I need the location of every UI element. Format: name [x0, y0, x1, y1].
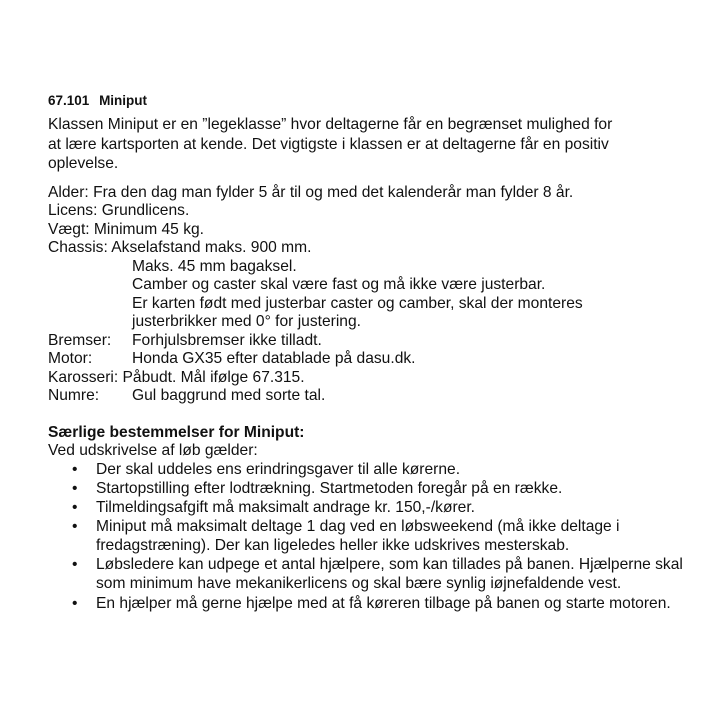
list-item-text: Løbsledere kan udpege et antal hjælpere, som kan tillades på banen. Hjælperne skal som minimum have mekanikerlicens og skal bære synlig iøjnefaldende vest. [96, 556, 683, 593]
spec-chassis: Chassis: Akselafstand maks. 900 mm. [48, 239, 312, 256]
list-item [48, 499, 698, 518]
list-item [48, 556, 698, 594]
section-number: 67.101 [48, 93, 90, 108]
spec-licens: Licens: Grundlicens. [48, 202, 190, 219]
spec-chassis-detail: Maks. 45 mm bagaksel. [132, 257, 297, 275]
spec-numre-label: Numre: [48, 387, 100, 404]
list-item-text: Tilmeldingsafgift må maksimalt andrage kr. 150,-/kører. [96, 499, 476, 517]
spec-bremser-label: Bremser: [48, 331, 112, 349]
bullet-icon: • [72, 556, 78, 574]
bullet-icon: • [72, 594, 78, 612]
list-item-text: Der skal uddeles ens erindringsgaver til alle kørerne. [96, 460, 461, 478]
bullet-icon: • [72, 460, 78, 478]
list-item-text: Miniput må maksimalt deltage 1 dag ved en løbsweekend (må ikke deltage i fredagstræning). Der kan ligeledes heller ikke udskrives mesterskab. [96, 518, 620, 555]
spec-list [48, 184, 698, 406]
list-item-text: En hjælper må gerne hjælpe med at få køreren tilbage på banen og starte motoren. [96, 594, 671, 612]
list-item [48, 461, 698, 480]
list-item [48, 480, 698, 499]
section-heading [48, 92, 698, 110]
spec-karosseri: Karosseri: Påbudt. Mål ifølge 67.315. [48, 368, 305, 386]
list-item [48, 595, 698, 614]
bullet-icon: • [72, 479, 78, 497]
section-title: Miniput [99, 93, 148, 108]
spec-chassis-detail: Er karten født med justerbar caster og camber, skal der monteres [132, 294, 583, 312]
spec-numre [48, 387, 698, 406]
intro-line: oplevelse. [48, 155, 119, 172]
spec-motor-value: Honda GX35 efter datablade på dasu.dk. [132, 350, 416, 367]
special-rules-lead: Ved udskrivelse af løb gælder: [48, 442, 258, 459]
spec-motor [48, 350, 698, 369]
spec-bremser [48, 332, 698, 351]
spec-vaegt: Vægt: Minimum 45 kg. [48, 220, 204, 238]
spec-chassis-detail: justerbrikker med 0° for justering. [132, 313, 361, 330]
list-item [48, 518, 698, 556]
spec-numre-value: Gul baggrund med sorte tal. [132, 387, 326, 404]
intro-line: at lære kartsporten at kende. Det vigtigste i klassen er at deltagerne får en positiv [48, 135, 609, 153]
spec-bremser-value: Forhjulsbremser ikke tilladt. [132, 331, 322, 349]
spec-alder: Alder: Fra den dag man fylder 5 år til og med det kalenderår man fylder 8 år. [48, 183, 574, 201]
spec-chassis-detail: Camber og caster skal være fast og må ikke være justerbar. [132, 276, 546, 293]
document-page [48, 92, 698, 614]
intro-line: Klassen Miniput er en ”legeklasse” hvor deltagerne får en begrænset mulighed for [48, 116, 613, 133]
special-rules-list [48, 461, 698, 614]
list-item-text: Startopstilling efter lodtrækning. Startmetoden foregår på en række. [96, 479, 563, 497]
bullet-icon: • [72, 499, 78, 517]
spec-motor-label: Motor: [48, 350, 93, 367]
bullet-icon: • [72, 518, 78, 536]
intro-paragraph [48, 115, 698, 174]
special-rules-title: Særlige bestemmelser for Miniput: [48, 423, 305, 441]
